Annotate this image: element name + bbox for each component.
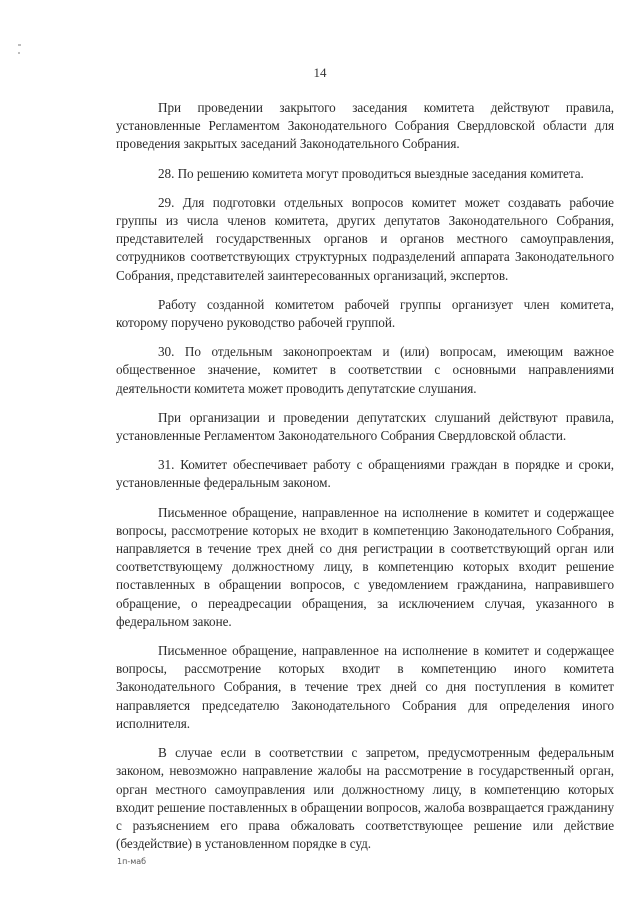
paragraph-closed-session-rules: При проведении закрытого заседания комитета действуют правила, установленные Регламентом Законодательного Собрания Свердловской области для проведения закрытых заседаний Законодательного Собрания. (116, 100, 614, 152)
paragraph-item-28: 28. По решению комитета могут проводиться выездные заседания комитета. (158, 165, 584, 181)
scan-artifact (18, 44, 21, 46)
paragraph-hearings-rules: При организации и проведении депутатских слушаний действуют правила, установленные Регламентом Законодательного Собрания Свердловской области. (116, 409, 614, 444)
paragraph-written-appeal-other-committee: Письменное обращение, направленное на исполнение в комитет и содержащее вопросы, рассмотрение которых входит в компетенцию иного комитета Законодательного Собрания, в течение трех дней со дня поступления в комитет направляется председателю Законодательного Собрания для определения иного исполнителя. (116, 643, 614, 731)
scan-artifact (18, 52, 20, 54)
paragraph-complaint-return: В случае если в соответствии с запретом, предусмотренным федеральным законом, невозможно направление жалобы на рассмотрение в государственный орган, орган местного самоуправления или должностному лицу, в компетенцию которых входит решение поставленных в обращении вопросов, жалоба возвращается гражданину с разъяснением его права обжаловать соответствующее решение или действие (бездействие) в установленном порядке в суд. (116, 745, 614, 852)
paragraph-item-30: 30. По отдельным законопроектам и (или) вопросам, имеющим важное общественное значение, комитет в соответствии с основными направлениями деятельности комитета может проводить депутатские слушания. (116, 344, 614, 396)
paragraph-item-31: 31. Комитет обеспечивает работу с обращениями граждан в порядке и сроки, установленные федеральным законом. (116, 457, 614, 491)
paragraph-written-appeal-redirect: Письменное обращение, направленное на исполнение в комитет и содержащее вопросы, рассмотрение которых не входит в компетенцию Законодательного Собрания, направляется в течение трех дней со дня регистрации в соответствующий орган или соответствующему должностному лицу, в компетенцию которых входит решение поставленных в обращении вопросов, с уведомлением гражданина, направившего обращение, о переадресации обращения, за исключением случая, указанного в федеральном законе. (116, 504, 614, 629)
footer-document-code: 1п-маб (117, 857, 147, 866)
paragraph-working-group: Работу созданной комитетом рабочей группы организует член комитета, которому поручено руководство рабочей группой. (116, 296, 614, 331)
page-number: 14 (313, 65, 327, 80)
paragraph-item-29: 29. Для подготовки отдельных вопросов комитет может создавать рабочие группы из числа членов комитета, других депутатов Законодательного Собрания, представителей государственных органов и органов местного самоуправления, сотрудников соответствующих структурных подразделений аппарата Законодательного Собрания, представителей заинтересованных организаций, экспертов. (116, 194, 614, 283)
document-body (116, 99, 614, 864)
